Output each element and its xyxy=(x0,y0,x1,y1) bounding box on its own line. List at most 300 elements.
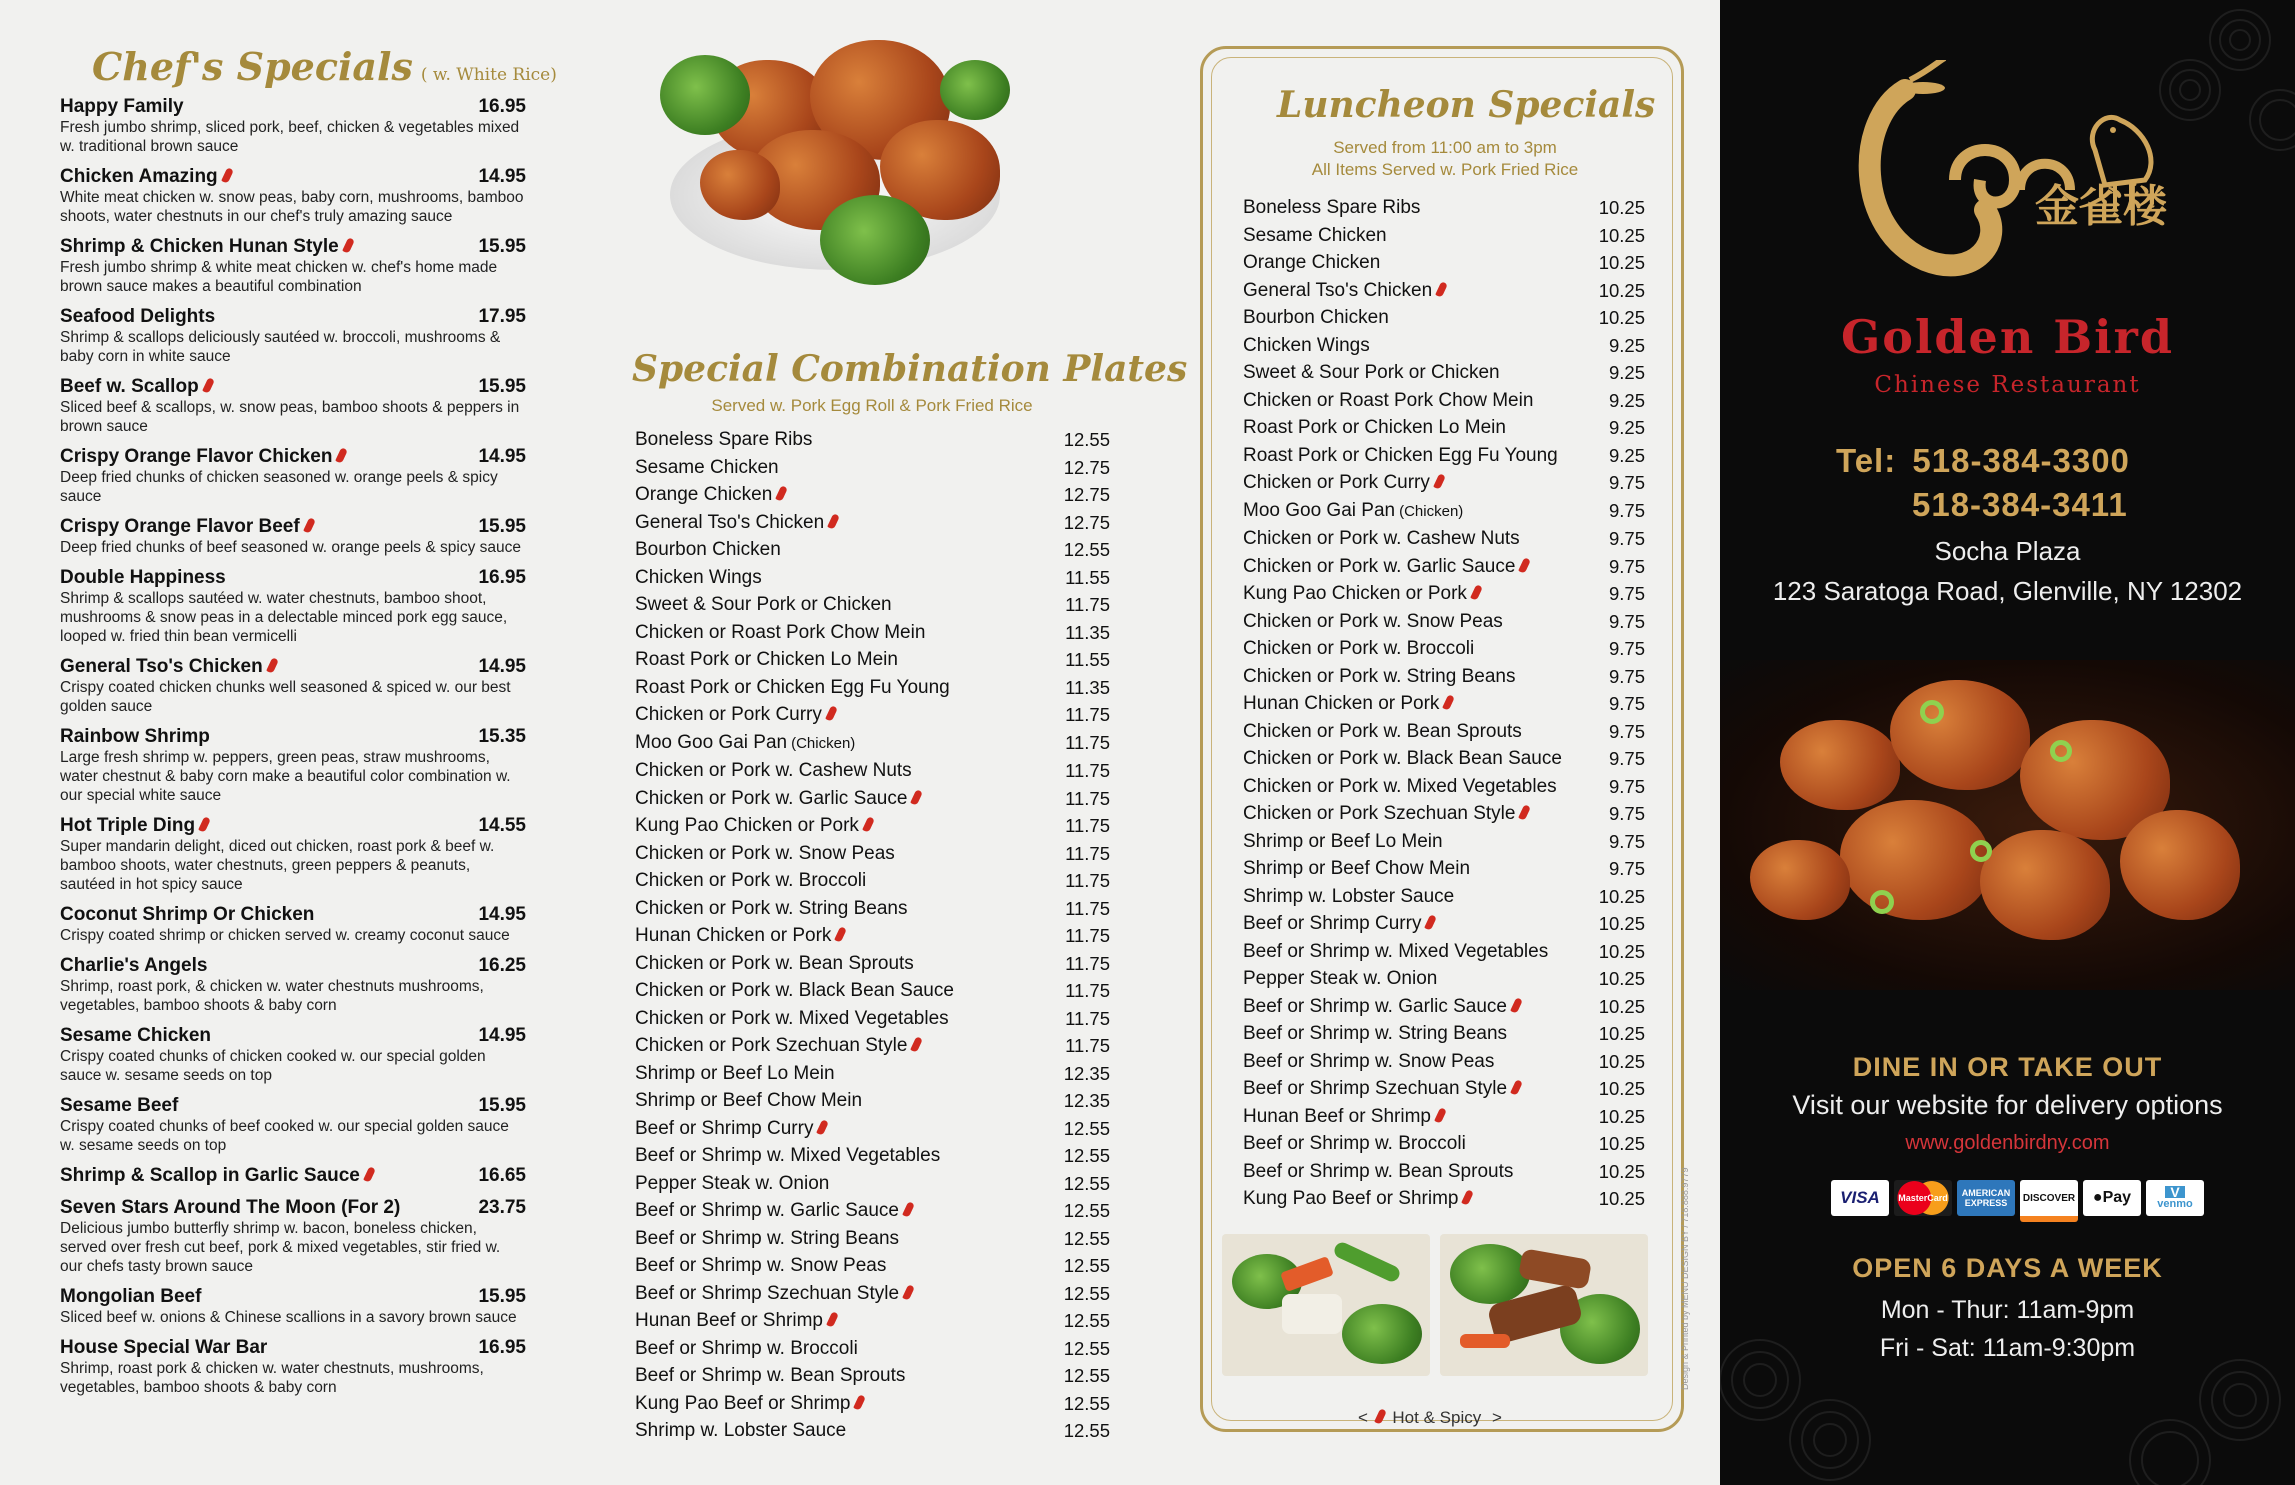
dish-name-wrap xyxy=(60,904,314,926)
combination-row xyxy=(635,1197,1110,1225)
dish-name: Chicken Wings xyxy=(1243,334,1370,356)
phone-1 xyxy=(1836,442,2130,480)
chili-icon xyxy=(825,705,838,722)
dish-name-wrap xyxy=(60,446,345,468)
chili-icon xyxy=(902,1284,915,1301)
combination-row xyxy=(635,812,1110,840)
dish-name-wrap xyxy=(1243,359,1500,387)
amex-icon: AMERICAN EXPRESS xyxy=(1957,1180,2015,1216)
dish-price: 12.55 xyxy=(1063,1200,1110,1221)
chef-special-item xyxy=(60,1095,526,1155)
dish-description: Fresh jumbo shrimp, sliced pork, beef, chicken & vegetables mixed w. traditional brown sauce xyxy=(60,119,520,155)
dish-name: Chicken or Pork w. String Beans xyxy=(635,897,908,919)
dish-name: Beef or Shrimp w. Broccoli xyxy=(635,1337,858,1359)
dish-price: 11.75 xyxy=(1065,842,1110,864)
combination-title: Special Combination Plates xyxy=(632,348,1188,390)
visa-card-icon: VISA xyxy=(1831,1180,1889,1216)
dish-name-wrap xyxy=(1243,442,1558,470)
dish-name: Hunan Beef or Shrimp xyxy=(635,1310,823,1331)
combination-row xyxy=(635,426,1110,454)
dish-name-wrap xyxy=(1243,635,1474,663)
dish-price: 14.55 xyxy=(478,815,526,836)
dish-price: 12.75 xyxy=(1063,511,1110,533)
dish-name-wrap xyxy=(635,509,837,537)
dish-description: Large fresh shrimp w. peppers, green peas, straw mushrooms, water chestnut & baby corn make a beautiful color combination w. our special white sauce xyxy=(60,749,511,804)
dish-price: 12.55 xyxy=(1063,1392,1110,1414)
dish-price: 9.75 xyxy=(1608,528,1645,549)
dish-name: Shrimp & Chicken Hunan Style xyxy=(60,236,339,257)
dish-name: Beef or Shrimp Szechuan Style xyxy=(1243,1078,1508,1099)
dish-name: Beef or Shrimp w. Snow Peas xyxy=(635,1255,887,1276)
dish-name: Pepper Steak w. Onion xyxy=(1243,968,1438,989)
dish-description: Fresh jumbo shrimp & white meat chicken w. chef's home made brown sauce makes a beautiful combination xyxy=(60,259,498,295)
dish-price: 12.55 xyxy=(1063,1310,1110,1331)
hours-weekday: Mon - Thur: 11am-9pm xyxy=(1880,1296,2135,1324)
luncheon-row xyxy=(1243,1185,1645,1213)
luncheon-row xyxy=(1243,855,1645,883)
chili-icon xyxy=(911,789,924,806)
dish-price: 11.35 xyxy=(1065,621,1110,643)
restaurant-subtitle: Chinese Restaurant xyxy=(1874,372,2141,398)
dish-name-wrap xyxy=(1243,1158,1513,1186)
dish-name: Shrimp or Beef Chow Mein xyxy=(635,1090,863,1111)
chef-special-item xyxy=(60,1197,526,1276)
dish-price: 11.75 xyxy=(1065,952,1110,974)
dish-price: 11.75 xyxy=(1065,925,1110,946)
dish-name: Chicken or Pork Szechuan Style xyxy=(1243,803,1516,824)
chef-special-item xyxy=(60,567,526,646)
dish-name-wrap xyxy=(1243,718,1522,746)
combination-row xyxy=(635,481,1110,509)
dish-note: (Chicken) xyxy=(1399,502,1464,520)
dish-name-wrap xyxy=(1243,525,1520,553)
dish-name: Chicken or Pork Szechuan Style xyxy=(635,1035,908,1056)
dish-description: Delicious jumbo butterfly shrimp w. bacon, boneless chicken, served over fresh cut beef, pork & mixed vegetables, stir fried w. our chefs tasty brown sauce xyxy=(60,1220,501,1275)
plaza: Socha Plaza xyxy=(1934,536,2081,566)
luncheon-panel xyxy=(1165,0,1720,1485)
chili-icon xyxy=(827,513,840,530)
dish-name-wrap xyxy=(635,1307,836,1335)
luncheon-row xyxy=(1243,883,1645,911)
chili-icon xyxy=(1443,694,1456,711)
dish-price: 12.55 xyxy=(1063,1145,1110,1166)
dish-description: Crispy coated chunks of beef cooked w. our special golden sauce w. sesame seeds on top xyxy=(60,1118,509,1154)
chef-special-row xyxy=(60,726,526,748)
dish-price: 10.25 xyxy=(1598,1133,1645,1154)
dish-description: Shrimp & scallops deliciously sautéed w. broccoli, mushrooms & baby corn in white sauce xyxy=(60,329,501,365)
combination-row xyxy=(635,1115,1110,1143)
dish-name-wrap xyxy=(635,426,812,454)
dish-name-wrap xyxy=(1243,608,1503,636)
dish-name-wrap xyxy=(635,1115,826,1143)
dish-price: 10.25 xyxy=(1598,1023,1645,1044)
luncheon-row xyxy=(1243,332,1645,360)
dish-name: Chicken or Pork Curry xyxy=(1243,472,1430,493)
dish-price: 11.75 xyxy=(1065,760,1110,781)
dish-price: 11.75 xyxy=(1065,980,1110,1001)
dish-name-wrap xyxy=(1243,194,1420,222)
chefs-specials-panel xyxy=(0,0,560,1485)
chili-icon xyxy=(1519,557,1532,574)
dish-name-wrap xyxy=(635,701,835,729)
dish-price: 10.25 xyxy=(1598,913,1645,934)
dish-name: Beef or Shrimp w. String Beans xyxy=(1243,1023,1508,1044)
dish-price: 12.55 xyxy=(1063,1282,1110,1304)
dish-price: 9.25 xyxy=(1608,334,1645,356)
dish-name: Shrimp & Scallop in Garlic Sauce xyxy=(60,1165,360,1186)
dish-name-wrap xyxy=(60,1337,267,1359)
dish-price: 15.95 xyxy=(478,516,526,537)
combination-row xyxy=(635,509,1110,537)
combination-row xyxy=(635,840,1110,868)
dish-name: Chicken Amazing xyxy=(60,166,218,187)
luncheon-row xyxy=(1243,635,1645,663)
dish-price: 11.75 xyxy=(1065,1007,1110,1029)
chef-special-item xyxy=(60,236,526,296)
dish-name: Moo Goo Gai Pan xyxy=(635,731,788,753)
dish-price: 9.75 xyxy=(1608,858,1645,879)
combination-row xyxy=(635,1142,1110,1170)
dish-price: 10.25 xyxy=(1598,1105,1645,1127)
chili-icon xyxy=(1510,997,1523,1014)
dish-price: 12.55 xyxy=(1063,1420,1110,1441)
dish-name: Kung Pao Beef or Shrimp xyxy=(1243,1188,1459,1209)
dish-name-wrap xyxy=(635,867,866,895)
dish-name-wrap xyxy=(635,646,898,674)
dish-price: 15.95 xyxy=(478,1095,526,1116)
dish-price: 11.75 xyxy=(1065,787,1110,809)
luncheon-row xyxy=(1243,965,1645,993)
dish-name: Boneless Spare Ribs xyxy=(635,429,813,450)
combination-row xyxy=(635,1417,1110,1445)
dish-name: Crispy Orange Flavor Beef xyxy=(60,516,300,537)
dish-name-wrap xyxy=(635,977,954,1005)
combination-row xyxy=(635,646,1110,674)
chef-special-row xyxy=(60,1286,526,1308)
luncheon-row xyxy=(1243,1020,1645,1048)
dish-name: Beef or Shrimp Szechuan Style xyxy=(635,1282,900,1304)
sesame-chicken-photo xyxy=(640,0,1040,290)
dish-name: Chicken or Pork w. Cashew Nuts xyxy=(635,760,912,781)
dish-name-wrap xyxy=(635,1252,886,1280)
dish-name: Orange Chicken xyxy=(635,484,773,505)
chef-special-item xyxy=(60,516,526,557)
chef-special-row xyxy=(60,1095,526,1117)
dish-price: 11.75 xyxy=(1065,731,1110,753)
chef-special-item xyxy=(60,1337,526,1397)
dish-name: Charlie's Angels xyxy=(60,955,208,976)
dish-name-wrap xyxy=(635,1335,858,1363)
dish-price: 10.25 xyxy=(1598,252,1645,273)
website-link[interactable]: www.goldenbirdny.com xyxy=(1905,1132,2110,1154)
chili-icon xyxy=(1433,473,1446,490)
dish-name-wrap xyxy=(60,815,208,837)
combination-row xyxy=(635,591,1110,619)
dish-name: Chicken or Pork w. Mixed Vegetables xyxy=(635,1007,949,1029)
luncheon-row xyxy=(1243,497,1645,526)
dish-name: Beef or Shrimp w. Bean Sprouts xyxy=(1243,1160,1514,1182)
dish-price: 12.35 xyxy=(1063,1090,1110,1111)
tel-label: Tel: xyxy=(1836,442,1897,479)
design-credit: Design & Printed by MENU DESIGN BY / 718.888.9779 xyxy=(1680,1167,1690,1390)
legend-right-bracket: > xyxy=(1491,1408,1502,1427)
dish-name: Roast Pork or Chicken Lo Mein xyxy=(635,649,898,670)
dish-name: Beef or Shrimp Curry xyxy=(1243,913,1422,934)
dish-price: 10.25 xyxy=(1598,885,1645,907)
dish-name-wrap xyxy=(1243,222,1387,250)
luncheon-list xyxy=(1243,194,1645,1213)
chef-special-row xyxy=(60,1197,526,1219)
legend-label: Hot & Spicy xyxy=(1392,1408,1482,1427)
chili-icon xyxy=(198,816,211,833)
dish-name-wrap xyxy=(635,840,895,868)
chili-icon xyxy=(1434,1107,1447,1124)
chef-special-item xyxy=(60,955,526,1015)
dish-name-wrap xyxy=(1243,690,1452,718)
chefs-specials-heading xyxy=(92,44,557,89)
chef-special-row xyxy=(60,376,526,398)
luncheon-row xyxy=(1243,525,1645,553)
dish-price: 12.75 xyxy=(1063,484,1110,505)
dish-name: Beef or Shrimp w. Bean Sprouts xyxy=(635,1365,906,1386)
luncheon-row xyxy=(1243,718,1645,746)
dish-price: 10.25 xyxy=(1598,1078,1645,1099)
chili-icon xyxy=(336,447,349,464)
dish-name-wrap xyxy=(635,564,762,592)
dish-name-wrap xyxy=(60,1197,400,1219)
luncheon-row xyxy=(1243,553,1645,581)
dish-price: 9.25 xyxy=(1608,362,1645,383)
chili-icon xyxy=(911,1036,924,1053)
combination-row xyxy=(635,674,1110,702)
dish-price: 11.55 xyxy=(1065,649,1110,670)
dish-price: 16.95 xyxy=(478,567,526,588)
dish-name: Beef w. Scallop xyxy=(60,376,199,397)
combination-row xyxy=(635,701,1110,729)
restaurant-info-panel xyxy=(1720,0,2295,1485)
dish-description: Crispy coated chunks of chicken cooked w. our special golden sauce w. sesame seeds on top xyxy=(60,1048,486,1084)
chili-icon xyxy=(221,167,234,184)
luncheon-row xyxy=(1243,1158,1645,1186)
dish-name-wrap xyxy=(60,236,352,258)
chili-icon xyxy=(1470,584,1483,601)
mastercard-icon: MasterCard xyxy=(1894,1180,1952,1216)
dish-price: 11.55 xyxy=(1065,566,1110,588)
dish-price: 14.95 xyxy=(478,904,526,925)
chef-special-item xyxy=(60,656,526,716)
chili-icon xyxy=(817,1119,830,1136)
dish-name: Sweet & Sour Pork or Chicken xyxy=(635,594,892,615)
address: 123 Saratoga Road, Glenville, NY 12302 xyxy=(1772,576,2243,606)
chili-icon xyxy=(1510,1079,1523,1096)
dish-name-wrap xyxy=(1243,553,1528,581)
dish-name-wrap xyxy=(1243,580,1480,608)
dish-name-wrap xyxy=(635,536,781,564)
open-days: OPEN 6 DAYS A WEEK xyxy=(1852,1253,2163,1283)
luncheon-row xyxy=(1243,222,1645,250)
dish-description: Deep fried chunks of chicken seasoned w. orange peels & spicy sauce xyxy=(60,469,498,505)
dish-description: Super mandarin delight, diced out chicken, roast pork & beef w. bamboo shoots, water chestnuts, green peppers & peanuts, sautéed in hot spicy sauce xyxy=(60,838,495,893)
dish-name-wrap xyxy=(60,955,207,977)
combination-row xyxy=(635,454,1110,482)
chili-icon xyxy=(835,926,848,943)
dish-price: 9.75 xyxy=(1608,555,1645,577)
dish-name-wrap xyxy=(1243,249,1380,277)
dish-name-wrap xyxy=(1243,1048,1494,1076)
dish-name-wrap xyxy=(635,1225,899,1253)
dish-name-wrap xyxy=(635,785,920,813)
dish-price: 14.95 xyxy=(478,166,526,187)
combination-row xyxy=(635,1335,1110,1363)
chef-special-row xyxy=(60,656,526,678)
luncheon-row xyxy=(1243,608,1645,636)
dish-price: 10.25 xyxy=(1598,197,1645,218)
combination-row xyxy=(635,1005,1110,1033)
dish-price: 10.25 xyxy=(1598,940,1645,962)
dish-name: Double Happiness xyxy=(60,567,226,588)
dish-description: Deep fried chunks of beef seasoned w. orange peels & spicy sauce xyxy=(60,539,521,556)
chili-icon xyxy=(775,485,788,502)
dish-name: Beef or Shrimp w. Mixed Vegetables xyxy=(1243,940,1549,962)
combination-row xyxy=(635,1060,1110,1088)
dish-name: Shrimp or Beef Lo Mein xyxy=(635,1062,835,1084)
dish-name-wrap xyxy=(635,481,785,509)
chef-special-item xyxy=(60,376,526,436)
dish-name: Hunan Beef or Shrimp xyxy=(1243,1105,1431,1127)
dish-name-wrap xyxy=(635,674,950,702)
dish-name-wrap xyxy=(60,567,226,589)
luncheon-row xyxy=(1243,1130,1645,1158)
combination-row xyxy=(635,536,1110,564)
dish-price: 11.75 xyxy=(1065,815,1110,836)
chili-icon xyxy=(1462,1189,1475,1206)
chef-special-row xyxy=(60,904,526,926)
dish-name: Shrimp w. Lobster Sauce xyxy=(1243,885,1455,907)
luncheon-row xyxy=(1243,773,1645,801)
dish-name: Chicken or Pork w. Cashew Nuts xyxy=(1243,528,1520,549)
combination-row xyxy=(635,1170,1110,1198)
dish-name: Orange Chicken xyxy=(1243,252,1381,273)
combination-row xyxy=(635,757,1110,785)
dish-name: Sesame Chicken xyxy=(635,456,779,478)
dish-name: General Tso's Chicken xyxy=(1243,279,1433,301)
apple-pay-icon: ● Pay xyxy=(2083,1180,2141,1216)
dish-price: 15.95 xyxy=(478,376,526,397)
dish-name-wrap xyxy=(1243,332,1370,360)
dish-price: 12.75 xyxy=(1063,456,1110,478)
dish-name-wrap xyxy=(1243,1103,1444,1131)
delivery-note: Visit our website for delivery options xyxy=(1792,1090,2223,1120)
dish-name-wrap xyxy=(635,812,872,840)
chef-special-item xyxy=(60,904,526,945)
dish-name-wrap xyxy=(1243,745,1562,773)
luncheon-row xyxy=(1243,469,1645,497)
dish-description: Sliced beef w. onions & Chinese scallions in a savory brown sauce xyxy=(60,1309,517,1326)
chef-special-item xyxy=(60,815,526,894)
chili-icon xyxy=(303,517,316,534)
payment-methods xyxy=(1831,1180,2204,1222)
combination-row xyxy=(635,564,1110,592)
luncheon-row xyxy=(1243,442,1645,470)
legend-left-bracket: < xyxy=(1358,1408,1368,1427)
dish-name: Chicken or Pork w. Snow Peas xyxy=(1243,610,1503,632)
chef-special-row xyxy=(60,96,526,118)
luncheon-row xyxy=(1243,993,1645,1021)
dish-price: 14.95 xyxy=(478,1025,526,1046)
dish-name-wrap xyxy=(1243,883,1454,911)
dish-name: Chicken or Pork w. String Beans xyxy=(1243,665,1516,687)
dish-price: 9.75 xyxy=(1608,583,1645,604)
chili-icon xyxy=(342,237,355,254)
chef-special-row xyxy=(60,306,526,328)
luncheon-row xyxy=(1243,359,1645,387)
dish-name-wrap xyxy=(60,726,210,748)
chef-special-row xyxy=(60,955,526,977)
dish-name-wrap xyxy=(1243,1130,1466,1158)
dish-name-wrap xyxy=(635,454,779,482)
dish-note: (Chicken) xyxy=(791,734,856,752)
dish-name: Beef or Shrimp w. Broccoli xyxy=(1243,1133,1466,1154)
combination-row xyxy=(635,867,1110,895)
dish-name: Coconut Shrimp Or Chicken xyxy=(60,904,315,925)
combination-row xyxy=(635,1252,1110,1280)
dish-name-wrap xyxy=(1243,1075,1520,1103)
dish-price: 11.75 xyxy=(1065,1035,1110,1056)
luncheon-row xyxy=(1243,800,1645,828)
chili-icon xyxy=(1435,281,1448,298)
dish-price: 15.95 xyxy=(478,1286,526,1307)
dish-name: Beef or Shrimp w. String Beans xyxy=(635,1227,900,1249)
dish-name: Kung Pao Beef or Shrimp xyxy=(635,1392,851,1414)
combination-row xyxy=(635,1280,1110,1308)
dish-name-wrap xyxy=(635,1280,912,1308)
combination-row xyxy=(635,1390,1110,1418)
chili-icon xyxy=(862,816,875,833)
chili-icon xyxy=(363,1166,376,1183)
dish-name: Happy Family xyxy=(60,96,184,117)
chefs-specials-list xyxy=(60,96,526,1407)
dish-name-wrap xyxy=(1243,910,1434,938)
apple-pay-label: Pay xyxy=(2102,1189,2132,1206)
dish-name-wrap xyxy=(1243,387,1533,415)
dish-name: Sesame Chicken xyxy=(60,1025,212,1046)
combination-row xyxy=(635,1087,1110,1115)
dish-name-wrap xyxy=(1243,469,1443,497)
dish-name: Chicken or Pork w. Black Bean Sauce xyxy=(1243,748,1562,769)
chili-icon xyxy=(266,657,279,674)
dish-name: Chicken or Roast Pork Chow Mein xyxy=(1243,389,1534,411)
dish-name: General Tso's Chicken xyxy=(635,511,825,533)
chili-icon xyxy=(826,1311,839,1328)
dish-price: 12.55 xyxy=(1063,1337,1110,1359)
dish-name-wrap xyxy=(1243,938,1548,966)
dish-description: Shrimp, roast pork & chicken w. water chestnuts, mushrooms, vegetables, bamboo shoots & baby corn xyxy=(60,1360,484,1396)
luncheon-row xyxy=(1243,938,1645,966)
dish-name-wrap xyxy=(635,729,855,758)
dish-name-wrap xyxy=(60,1286,201,1308)
dish-name: Chicken Wings xyxy=(635,566,762,588)
dish-price: 15.35 xyxy=(478,726,526,747)
dish-price: 9.75 xyxy=(1608,472,1645,493)
combination-subtitle: Served w. Pork Egg Roll & Pork Fried Rice xyxy=(711,396,1033,415)
dish-name-wrap xyxy=(1243,277,1445,305)
dish-name: Shrimp w. Lobster Sauce xyxy=(635,1420,847,1441)
dish-price: 12.55 xyxy=(1063,539,1110,560)
dish-name: Mongolian Beef xyxy=(60,1286,202,1307)
dish-name: Chicken or Pork Curry xyxy=(635,704,822,725)
combination-row xyxy=(635,1032,1110,1060)
chinese-name: 金雀楼 xyxy=(2035,181,2167,232)
